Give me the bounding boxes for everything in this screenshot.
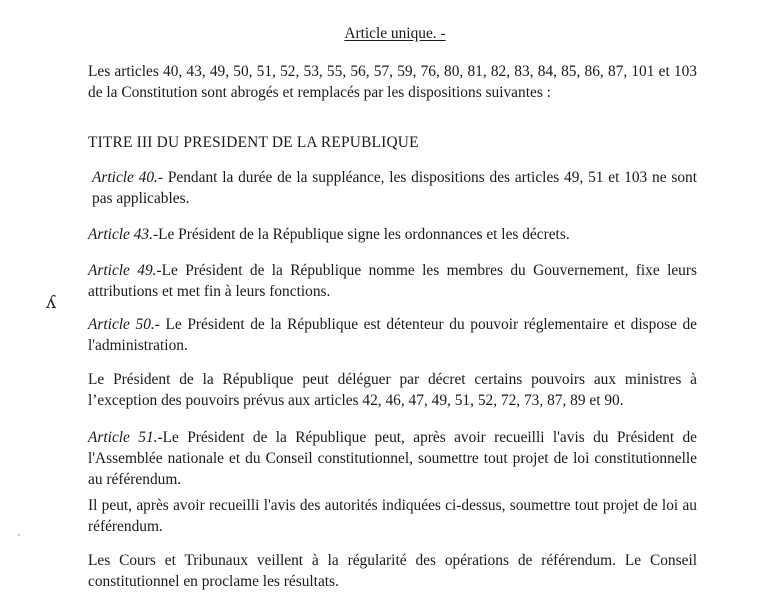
article-50-paragraph — [88, 314, 697, 356]
article-heading: Article unique. - — [344, 25, 446, 42]
article-43-paragraph — [88, 224, 697, 245]
delegation-text: Le Président de la République peut déléguer par décret certains pouvoirs aux ministres à l’exception des pouvoirs prévus aux articles 42, 46, 47, 49, 51, 52, 72, 73, 87, 89 et 90. — [88, 371, 697, 409]
article-49-paragraph — [88, 260, 697, 302]
handwritten-margin-mark: ʎ — [46, 292, 57, 313]
referendum-paragraph — [88, 495, 697, 537]
section-title: TITRE III DU PRESIDENT DE LA REPUBLIQUE — [88, 134, 419, 151]
courts-text: Les Cours et Tribunaux veillent à la régularité des opérations de référendum. Le Conseil constitutionnel en proclame les résultats. — [88, 552, 697, 590]
scan-speck — [18, 534, 20, 536]
article-43-text: -Le Président de la République signe les ordonnances et les décrets. — [152, 226, 570, 243]
article-49-ref: Article 49. — [88, 262, 157, 279]
referendum-text: Il peut, après avoir recueilli l'avis des autorités indiquées ci-dessus, soumettre tout projet de loi au référendum. — [88, 497, 697, 535]
article-40-paragraph — [92, 167, 697, 209]
article-40-ref: Article 40. — [92, 169, 158, 186]
article-50-text: - Le Président de la République est détenteur du pouvoir réglementaire et dispose de l'administration. — [88, 316, 698, 354]
article-51-text: -Le Président de la République peut, après avoir recueilli l'avis du Président de l'Assemblée nationale et du Conseil constitutionnel, soumettre tout projet de loi constitutionnelle au référendum. — [88, 429, 698, 488]
article-51-paragraph — [88, 427, 697, 490]
delegation-paragraph — [88, 369, 697, 411]
article-50-ref: Article 50. — [88, 316, 155, 333]
article-40-text: - Pendant la durée de la suppléance, les dispositions des articles 49, 51 et 103 ne sont pas applicables. — [92, 169, 698, 207]
article-51-ref: Article 51. — [88, 429, 158, 446]
article-43-ref: Article 43. — [88, 226, 153, 243]
article-49-text: -Le Président de la République nomme les membres du Gouvernement, fixe leurs attributions et met fin à leurs fonctions. — [88, 262, 697, 300]
intro-paragraph: Les articles 40, 43, 49, 50, 51, 52, 53, 55, 56, 57, 59, 76, 80, 81, 82, 83, 84, 85, 86, 87, 101 et 103 de la Constitution sont abrogés et remplacés par les dispositions suivantes : — [88, 63, 697, 101]
courts-paragraph — [88, 550, 697, 592]
